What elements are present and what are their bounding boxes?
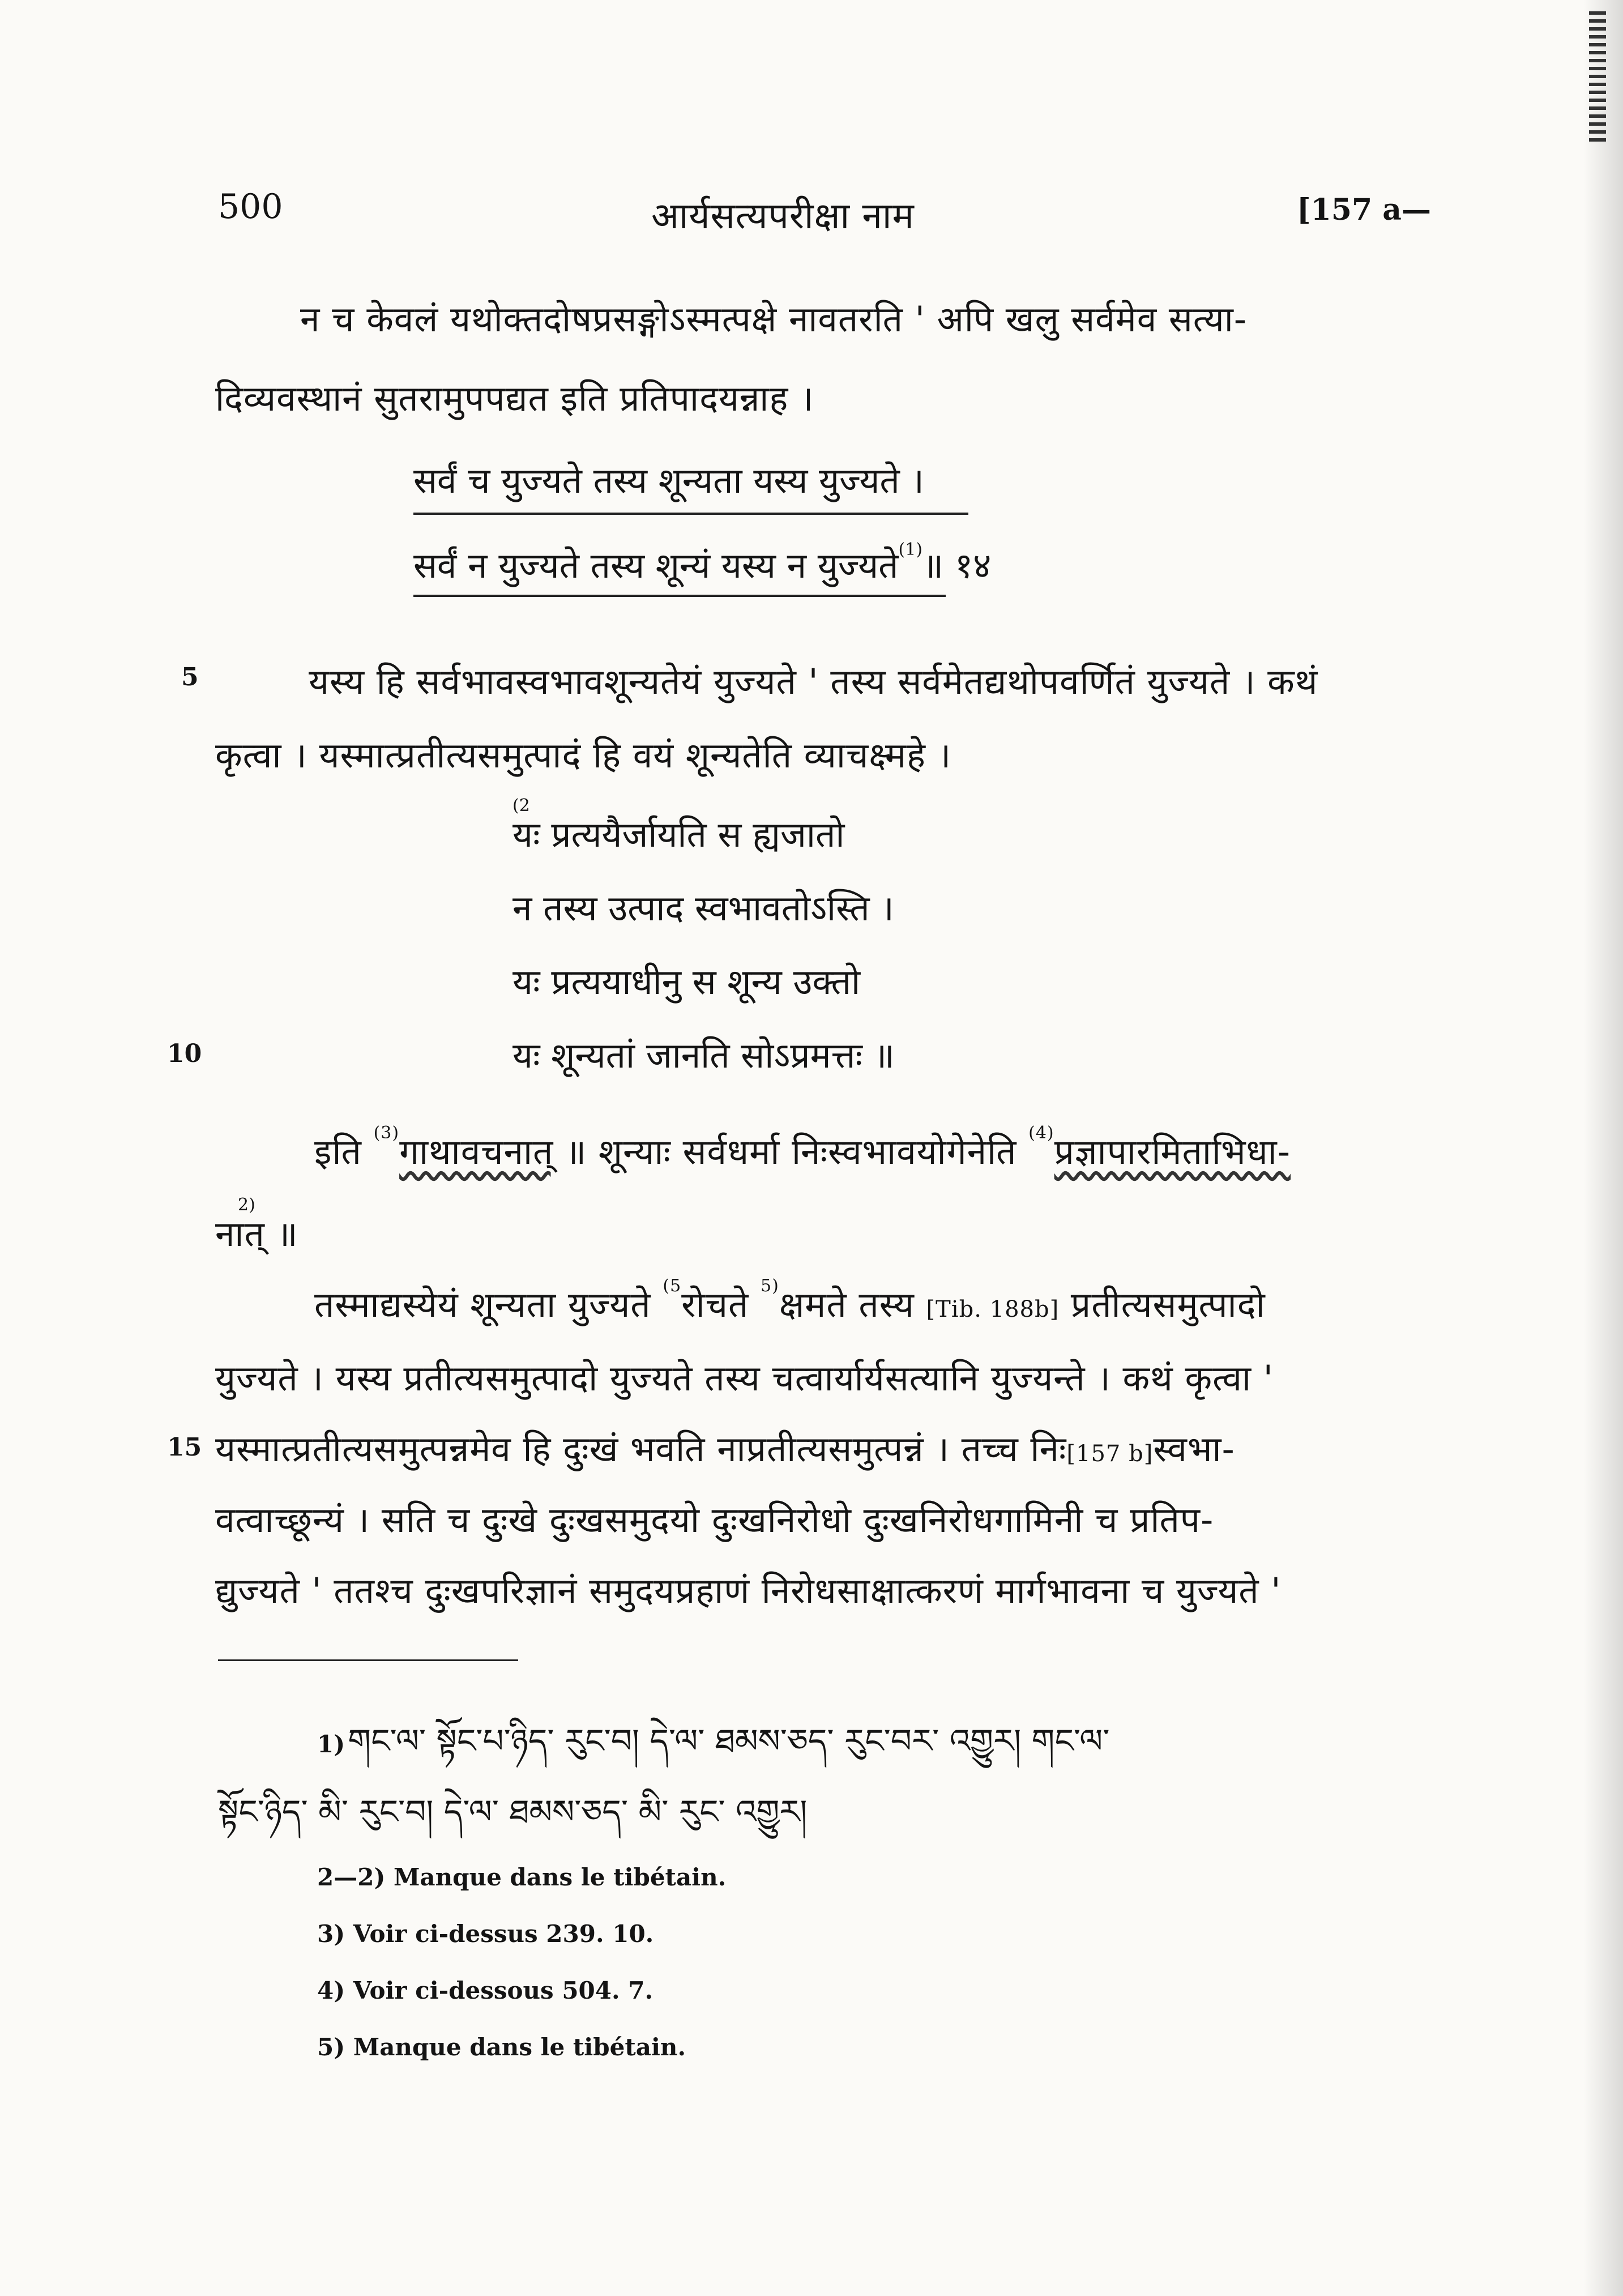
paragraph-1-line-2: दिव्यवस्थानं सुतरामुपपद्यत इति प्रतिपादयन्नाह । bbox=[215, 378, 814, 419]
paragraph-3-middle: ॥ शून्याः सर्वधर्मा निःस्वभावयोगेनेति bbox=[565, 1131, 1017, 1172]
gatha-citation: गाथावचनात् bbox=[399, 1131, 554, 1172]
verse-underline-2 bbox=[413, 595, 946, 597]
footnote-3: 3) Voir ci-dessus 239. 10. bbox=[317, 1920, 654, 1948]
footnote-1-tibetan-line-1: གང་ལ་ སྟོང་པ་ཉིད་ རུང་བ། དེ་ལ་ ཐམས་ཅད་ རུང་བར་ འགྱུར། གང་ལ་ bbox=[348, 1722, 1110, 1760]
sanskrit-folio-ref: [157 b] bbox=[1066, 1441, 1154, 1467]
footnote-5: 5) Manque dans le tibétain. bbox=[317, 2033, 686, 2061]
tibetan-folio-ref: [Tib. 188b] bbox=[926, 1296, 1060, 1322]
footnote-1-tibetan-line-2: སྟོང་ཉིད་ མི་ རུང་བ། དེ་ལ་ ཐམས་ཅད་ མི་ རུང་ འགྱུར། bbox=[218, 1793, 808, 1831]
verse-14-line-2 bbox=[413, 541, 991, 588]
verse-14-line-2-text: सर्वं न युज्यते तस्य शून्यं यस्य न युज्यते bbox=[413, 545, 899, 586]
rocate-word: रोचते bbox=[681, 1284, 749, 1325]
paragraph-4-line-5: द्युज्यते ' ततश्च दुःखपरिज्ञानं समुदयप्रहाणं निरोधसाक्षात्करणं मार्गभावना च युज्यते ' bbox=[215, 1570, 1282, 1611]
page-number: 500 bbox=[218, 187, 283, 227]
paragraph-3-line-2: नात् ॥ bbox=[215, 1213, 298, 1254]
paragraph-4-line-1-d: प्रतीत्यसमुत्पादो bbox=[1070, 1284, 1266, 1325]
running-title: आर्यसत्यपरीक्षा नाम bbox=[651, 195, 915, 237]
line-number-15: 15 bbox=[167, 1433, 202, 1462]
paragraph-4-line-3-b: स्वभा- bbox=[1153, 1428, 1235, 1470]
paragraph-2-line-1: यस्य हि सर्वभावस्वभावशून्यतेयं युज्यते ' तस्य सर्वमेतद्यथोपवर्णितं युज्यते । कथं bbox=[309, 661, 1318, 702]
footnote-ref-5-start: (5 bbox=[663, 1276, 682, 1296]
quote-line-1: यः प्रत्ययैर्जायति स ह्यजातो bbox=[512, 814, 845, 855]
footnote-ref-2-end: 2) bbox=[238, 1195, 255, 1215]
iti-word: इति bbox=[314, 1131, 362, 1172]
prajnaparamita-citation: प्रज्ञापारमिताभिधा- bbox=[1054, 1131, 1291, 1172]
paragraph-4-line-2: युज्यते । यस्य प्रतीत्यसमुत्पादो युज्यते तस्य चत्वार्यार्यसत्यानि युज्यन्ते । कथं कृत्वा ' bbox=[215, 1358, 1274, 1399]
footnote-ref-3: (3) bbox=[373, 1123, 400, 1143]
verse-14-line-1: सर्वं च युज्यते तस्य शून्यता यस्य युज्यते । bbox=[413, 460, 924, 501]
verse-underline-1 bbox=[413, 513, 968, 515]
line-number-10: 10 bbox=[167, 1039, 202, 1068]
paragraph-4-line-3 bbox=[215, 1424, 1235, 1472]
footnote-ref-2-start: (2 bbox=[512, 796, 530, 816]
footnote-1-label: 1) bbox=[317, 1730, 345, 1758]
footnote-4: 4) Voir ci-dessous 504. 7. bbox=[317, 1977, 654, 2004]
paragraph-4-line-1-a: तस्माद्यस्येयं शून्यता युज्यते bbox=[314, 1284, 651, 1325]
footnote-2: 2—2) Manque dans le tibétain. bbox=[317, 1863, 727, 1891]
paragraph-1-line-1: न च केवलं यथोक्तदोषप्रसङ्गोऽस्मत्पक्षे नावतरति ' अपि खलु सर्वमेव सत्या- bbox=[300, 298, 1248, 340]
paragraph-4-line-1 bbox=[314, 1276, 1266, 1328]
paragraph-4-line-1-c: क्षमते तस्य bbox=[779, 1284, 915, 1325]
quote-line-3: यः प्रत्ययाधीनु स शून्य उक्तो bbox=[512, 961, 861, 1002]
folio-marker: [157 a— bbox=[1297, 193, 1431, 227]
footnote-separator bbox=[218, 1659, 518, 1661]
footnote-ref-4: (4) bbox=[1028, 1123, 1054, 1143]
paragraph-4-line-3-a: यस्मात्प्रतीत्यसमुत्पन्नमेव हि दुःखं भवति नाप्रतीत्यसमुत्पन्नं । तच्च निः bbox=[215, 1428, 1067, 1470]
footnote-ref-5-end: 5) bbox=[761, 1276, 779, 1296]
line-number-5: 5 bbox=[181, 663, 199, 692]
paragraph-2-line-2: कृत्वा । यस्मात्प्रतीत्यसमुत्पादं हि वयं शून्यतेति व्याचक्ष्महे । bbox=[215, 735, 952, 776]
paragraph-4-line-4: वत्वाच्छून्यं । सति च दुःखे दुःखसमुदयो दुःखनिरोधो दुःखनिरोधगामिनी च प्रतिप- bbox=[215, 1499, 1214, 1540]
verse-number: ॥ १४ bbox=[922, 545, 992, 586]
quote-line-2: न तस्य उत्पाद स्वभावतोऽस्ति । bbox=[512, 887, 894, 929]
paragraph-3-line-1 bbox=[314, 1123, 1291, 1175]
scan-margin-mark bbox=[1589, 11, 1606, 142]
page-edge-shadow bbox=[1583, 0, 1623, 2296]
quote-line-4: यः शून्यतां जानति सोऽप्रमत्तः ॥ bbox=[512, 1035, 895, 1076]
footnote-ref-1: (1) bbox=[898, 540, 922, 560]
